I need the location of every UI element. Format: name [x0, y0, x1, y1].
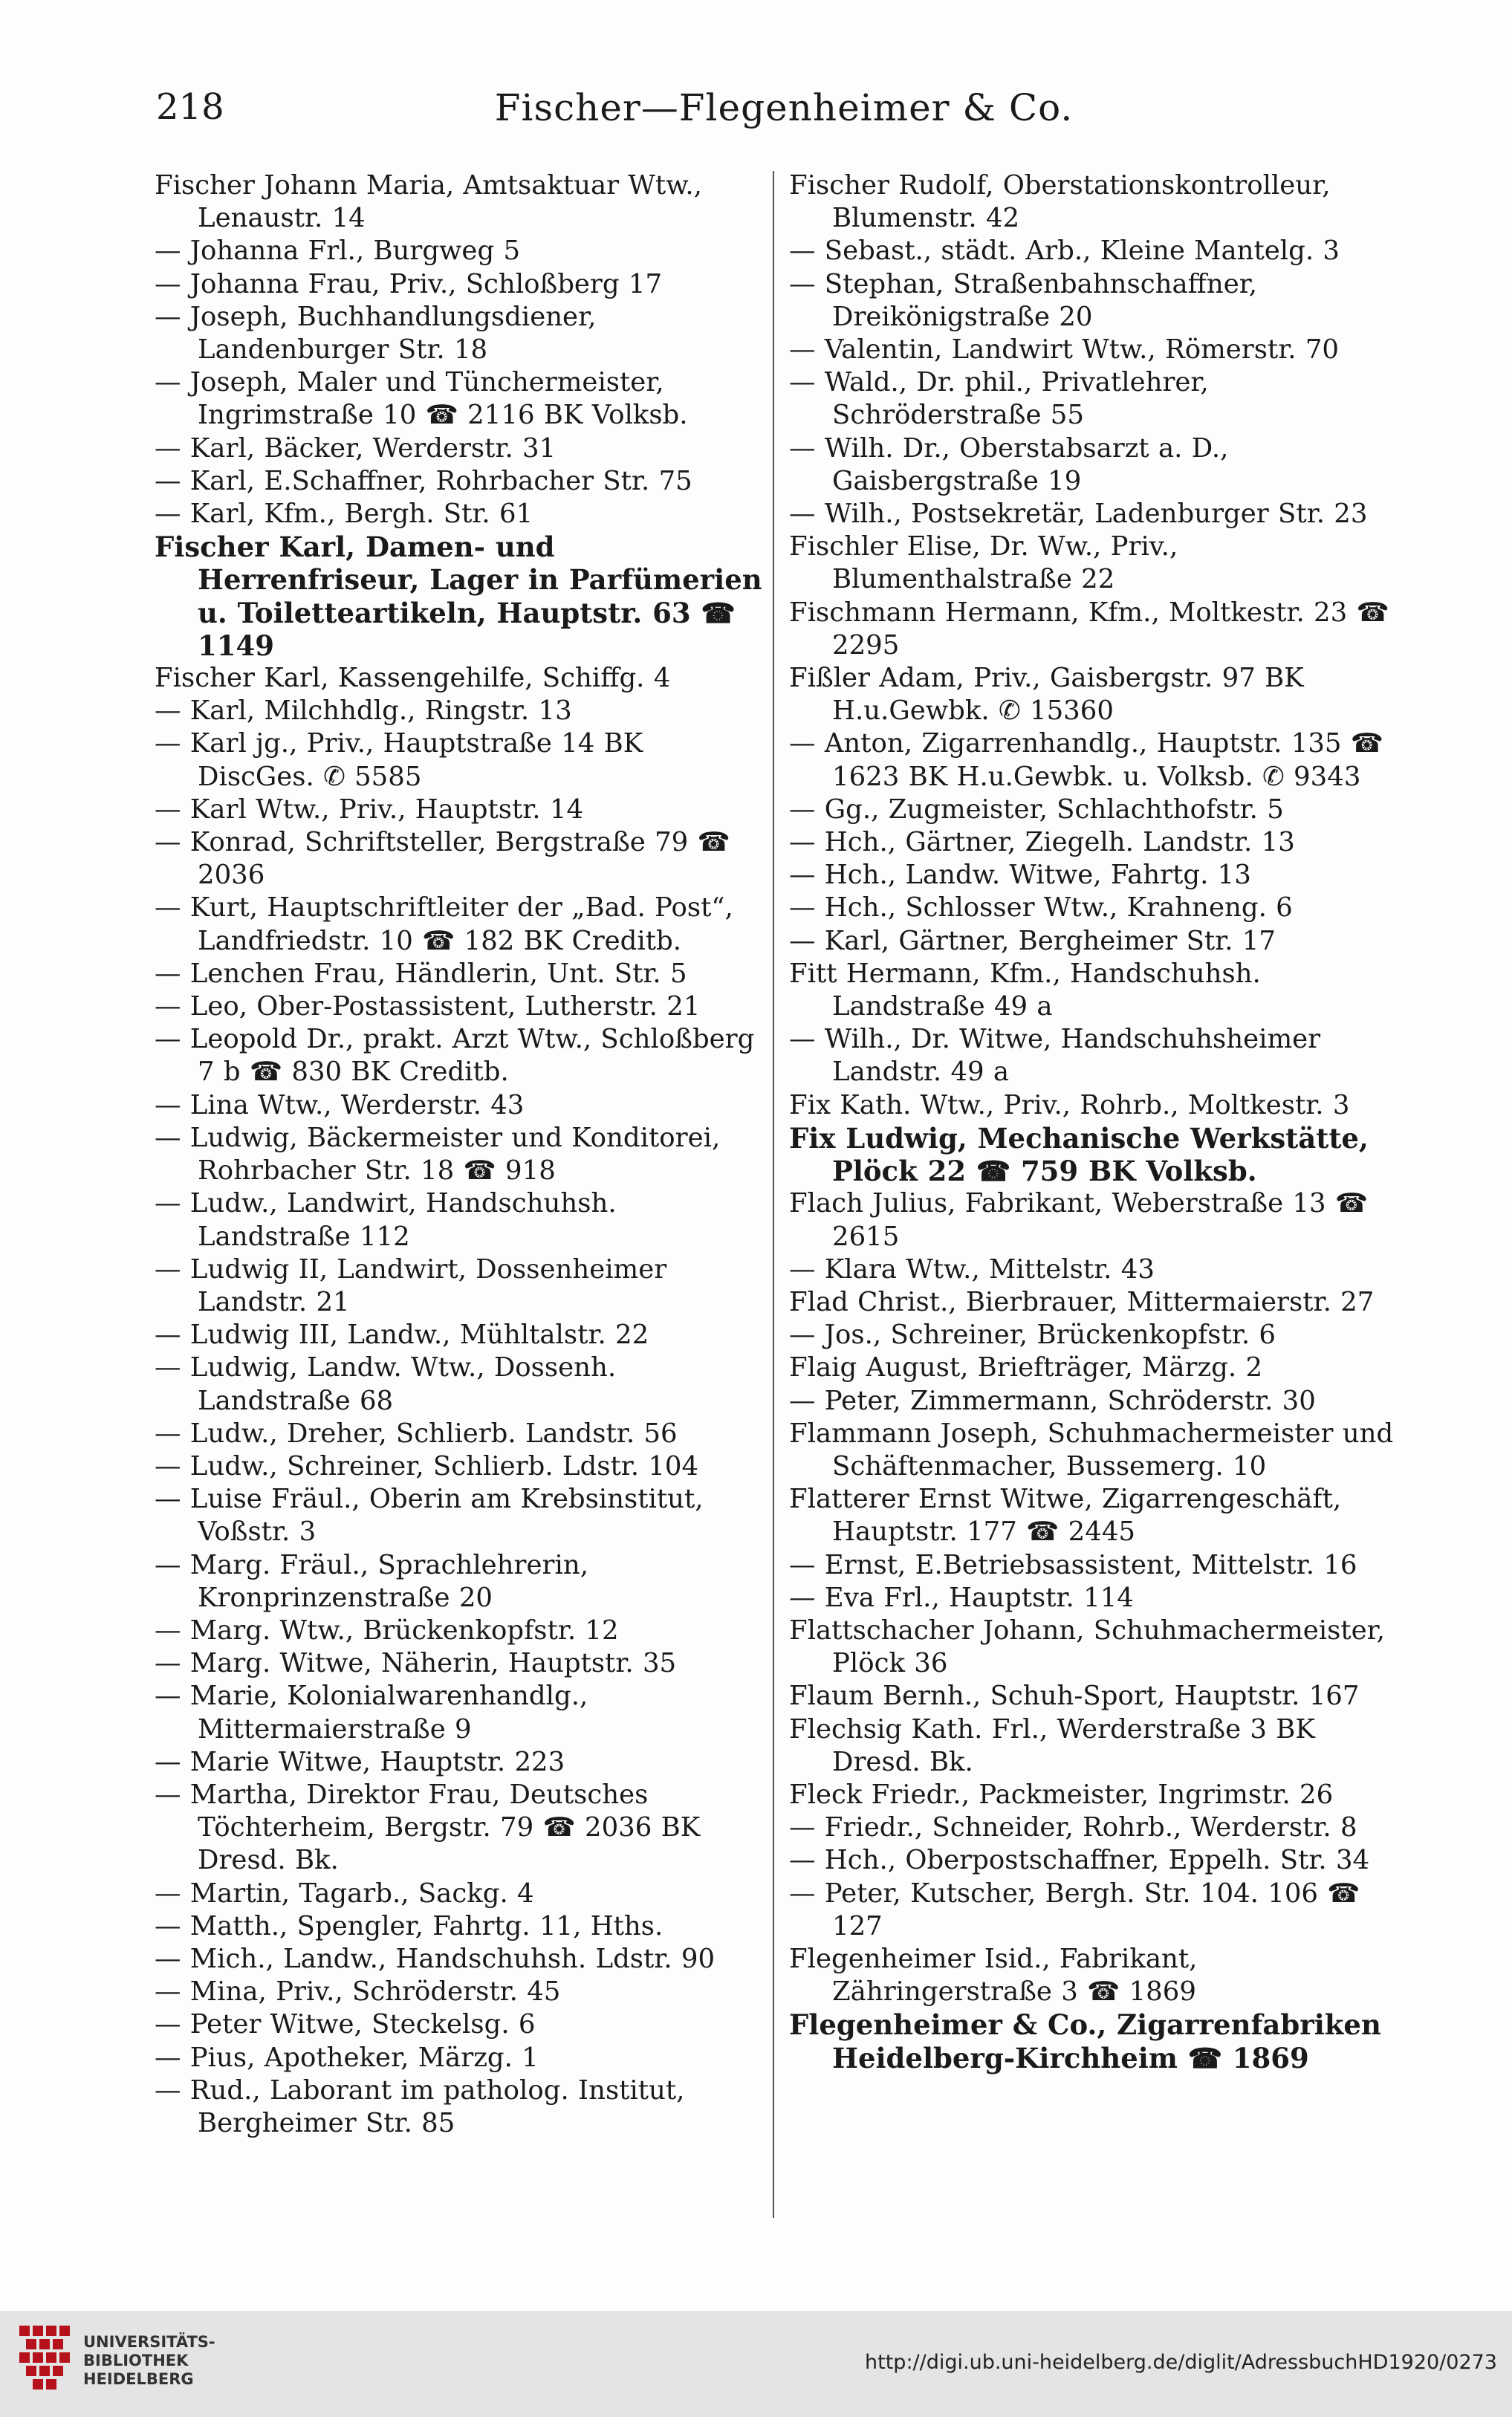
library-name [83, 2333, 215, 2389]
directory-entry: Fischer Rudolf, Oberstationskontrolleur, Blumenstr. 42 [789, 170, 1340, 234]
directory-entry: — Matth., Spengler, Fahrtg. 11, Hths. [155, 1910, 663, 1941]
directory-entry: — Gg., Zugmeister, Schlachthofstr. 5 [789, 794, 1284, 825]
directory-entry: — Ludw., Dreher, Schlierb. Landstr. 56 [155, 1418, 678, 1449]
directory-entry: — Joseph, Maler und Tünchermeister, Ingrimstraße 10 ☎ 2116 BK Volksb. [155, 367, 688, 431]
library-name-line: HEIDELBERG [83, 2370, 194, 2388]
directory-entry: — Karl, Milchhdlg., Ringstr. 13 [155, 695, 572, 727]
right-column [789, 169, 1406, 2235]
directory-entry: — Ludw., Schreiner, Schlierb. Ldstr. 104 [155, 1450, 699, 1482]
directory-entry: Fischer Johann Maria, Amtsaktuar Wtw., Lenaustr. 14 [155, 170, 712, 234]
directory-entry: Fischler Elise, Dr. Ww., Priv., Blumenthalstraße 22 [789, 531, 1187, 595]
directory-entry: — Friedr., Schneider, Rohrb., Werderstr. 8 [789, 1812, 1357, 1843]
directory-entry: Fix Kath. Wtw., Priv., Rohrb., Moltkestr. 3 [789, 1089, 1350, 1120]
directory-entry: — Stephan, Straßenbahnschaffner, Dreikönigstraße 20 [789, 268, 1267, 332]
directory-entry: — Peter, Kutscher, Bergh. Str. 104. 106 ☎ 127 [789, 1878, 1369, 1941]
directory-entry: — Marg. Witwe, Näherin, Hauptstr. 35 [155, 1648, 677, 1679]
directory-entry: Flaum Bernh., Schuh-Sport, Hauptstr. 167 [789, 1681, 1360, 1712]
directory-entry: Flattschacher Johann, Schuhmachermeister, Plöck 36 [789, 1615, 1395, 1679]
left-column [155, 169, 773, 2235]
directory-entry: — Ludw., Landwirt, Handschuhsh. Landstraße 112 [155, 1188, 626, 1252]
source-url[interactable]: http://digi.ub.uni-heidelberg.de/diglit/AdressbuchHD1920/0273 [865, 2351, 1497, 2374]
directory-entry-advertisement: Flegenheimer & Co., Zigarrenfabriken Heidelberg-Kirchheim ☎ 1869 [789, 2008, 1392, 2074]
directory-entry: — Johanna Frl., Burgweg 5 [155, 236, 521, 267]
directory-entry: Flaig August, Briefträger, Märzg. 2 [789, 1352, 1263, 1383]
directory-entry: Fleck Friedr., Packmeister, Ingrimstr. 26 [789, 1779, 1334, 1810]
directory-entry: — Karl, Gärtner, Bergheimer Str. 17 [789, 925, 1276, 956]
directory-entry: — Leopold Dr., prakt. Arzt Wtw., Schloßberg 7 b ☎ 830 BK Creditb. [155, 1024, 764, 1088]
directory-entry: — Ernst, E.Betriebsassistent, Mittelstr. 16 [789, 1549, 1357, 1580]
directory-entry: — Marie, Kolonialwarenhandlg., Mittermaierstraße 9 [155, 1681, 597, 1745]
directory-entry: — Mina, Priv., Schröderstr. 45 [155, 1976, 561, 2008]
directory-entry: — Valentin, Landwirt Wtw., Römerstr. 70 [789, 334, 1340, 366]
directory-entry: — Karl, E.Schaffner, Rohrbacher Str. 75 [155, 465, 692, 496]
directory-entry: — Pius, Apotheker, Märzg. 1 [155, 2042, 539, 2073]
directory-entry-advertisement: Fischer Karl, Damen- und Herrenfriseur, Lager in Parfümerien u. Toilettеartikeln, Hauptstr. 63 ☎ 1149 [155, 531, 773, 662]
directory-entry: — Wilh., Postsekretär, Ladenburger Str. 23 [789, 499, 1368, 530]
running-title: Fischer—Flegenheimer & Co. [494, 86, 1074, 129]
directory-entry: — Ludwig, Landw. Wtw., Dossenh. Landstraße 68 [155, 1352, 626, 1416]
directory-entry: — Ludwig, Bäckermeister und Konditorei, Rohrbacher Str. 18 ☎ 918 [155, 1122, 730, 1187]
column-divider [773, 171, 774, 2218]
directory-entry: — Jos., Schreiner, Brückenkopfstr. 6 [789, 1320, 1276, 1351]
directory-entry: — Hch., Schlosser Wtw., Krahneng. 6 [789, 892, 1293, 924]
directory-entry: — Lina Wtw., Werderstr. 43 [155, 1089, 525, 1120]
directory-entry: — Karl Wtw., Priv., Hauptstr. 14 [155, 794, 584, 825]
directory-entry: — Hch., Oberpostschaffner, Eppelh. Str. 34 [789, 1845, 1370, 1876]
directory-entry: — Karl, Bäcker, Werderstr. 31 [155, 432, 557, 464]
directory-entry: — Karl, Kfm., Bergh. Str. 61 [155, 499, 533, 530]
directory-entry: — Karl jg., Priv., Hauptstraße 14 BK DiscGes. ✆ 5585 [155, 728, 652, 792]
directory-entry: — Marg. Wtw., Brückenkopfstr. 12 [155, 1615, 619, 1646]
directory-entry: — Leo, Ober-Postassistent, Lutherstr. 21 [155, 991, 701, 1022]
directory-entry: — Hch., Landw. Witwe, Fahrtg. 13 [789, 860, 1251, 891]
directory-entry: — Lenchen Frau, Händlerin, Unt. Str. 5 [155, 958, 687, 989]
directory-entry: — Martin, Tagarb., Sackg. 4 [155, 1878, 534, 1909]
directory-entry: — Marie Witwe, Hauptstr. 223 [155, 1746, 565, 1777]
directory-entry: — Wilh. Dr., Oberstabsarzt a. D., Gaisbergstraße 19 [789, 432, 1238, 496]
library-name-line: BIBLIOTHEK [83, 2352, 189, 2369]
directory-entry: — Martha, Direktor Frau, Deutsches Töchterheim, Bergstr. 79 ☎ 2036 BK Dresd. Bk. [155, 1779, 710, 1876]
directory-entry: Flammann Joseph, Schuhmachermeister und Schäftenmacher, Bussemerg. 10 [789, 1418, 1403, 1482]
directory-entry: — Johanna Frau, Priv., Schloßberg 17 [155, 268, 663, 299]
directory-entry: Flach Julius, Fabrikant, Weberstraße 13 ☎ 2615 [789, 1188, 1378, 1252]
directory-entry: — Sebast., städt. Arb., Kleine Mantelg. 3 [789, 236, 1340, 267]
directory-entry: Fischer Karl, Kassengehilfe, Schiffg. 4 [155, 663, 671, 694]
page-number: 218 [156, 86, 224, 128]
directory-entry: — Klara Wtw., Mittelstr. 43 [789, 1253, 1155, 1285]
directory-entry: Fitt Hermann, Kfm., Handschuhsh. Landstraße 49 a [789, 958, 1271, 1022]
directory-entry: — Luise Fräul., Oberin am Krebsinstitut, Voßstr. 3 [155, 1484, 713, 1548]
university-library-logo [15, 2320, 74, 2394]
directory-entry: — Hch., Gärtner, Ziegelh. Landstr. 13 [789, 827, 1295, 858]
directory-entry: Flechsig Kath. Frl., Werderstraße 3 BK Dresd. Bk. [789, 1713, 1325, 1777]
directory-entry: Flad Christ., Bierbrauer, Mittermaierstr. 27 [789, 1286, 1375, 1317]
directory-entry-advertisement: Fix Ludwig, Mechanische Werkstätte, Plöck 22 ☎ 759 BK Volksb. [789, 1121, 1379, 1188]
page-header [156, 73, 1412, 140]
directory-entry: — Konrad, Schriftsteller, Bergstraße 79 ☎ 2036 [155, 827, 740, 891]
directory-entry: Flegenheimer Isid., Fabrikant, Zähringerstraße 3 ☎ 1869 [789, 1943, 1207, 2008]
directory-entry: — Eva Frl., Hauptstr. 114 [789, 1582, 1134, 1613]
directory-entry: — Wald., Dr. phil., Privatlehrer, Schröderstraße 55 [789, 367, 1219, 431]
directory-entry: — Joseph, Buchhandlungsdiener, Landenburger Str. 18 [155, 301, 606, 366]
directory-entry: — Mich., Landw., Handschuhsh. Ldstr. 90 [155, 1943, 716, 1974]
directory-entry: — Marg. Fräul., Sprachlehrerin, Kronprinzenstraße 20 [155, 1549, 598, 1613]
directory-entry: — Kurt, Hauptschriftleiter der „Bad. Post“, Landfriedstr. 10 ☎ 182 BK Creditb. [155, 892, 743, 956]
directory-entry: — Wilh., Dr. Witwe, Handschuhsheimer Landstr. 49 a [789, 1024, 1330, 1088]
directory-entry: Fischmann Hermann, Kfm., Moltkestr. 23 ☎ 2295 [789, 597, 1398, 661]
directory-entry: Fißler Adam, Priv., Gaisbergstr. 97 BK H.u.Gewbk. ✆ 15360 [789, 663, 1313, 727]
directory-entry: — Peter Witwe, Steckelsg. 6 [155, 2009, 536, 2040]
directory-entry: — Ludwig II, Landwirt, Dossenheimer Landstr. 21 [155, 1253, 676, 1317]
directory-entry: Flatterer Ernst Witwe, Zigarrengeschäft, Hauptstr. 177 ☎ 2445 [789, 1484, 1351, 1548]
library-name-line: UNIVERSITÄTS- [83, 2333, 215, 2351]
directory-entry: — Anton, Zigarrenhandlg., Hauptstr. 135 ☎ 1623 BK H.u.Gewbk. u. Volksb. ✆ 9343 [789, 728, 1393, 792]
directory-entry: — Ludwig III, Landw., Mühltalstr. 22 [155, 1320, 649, 1351]
directory-entry: — Peter, Zimmermann, Schröderstr. 30 [789, 1385, 1316, 1416]
footer-bar [0, 2311, 1512, 2417]
directory-entry: — Rud., Laborant im patholog. Institut, Bergheimer Str. 85 [155, 2074, 694, 2138]
